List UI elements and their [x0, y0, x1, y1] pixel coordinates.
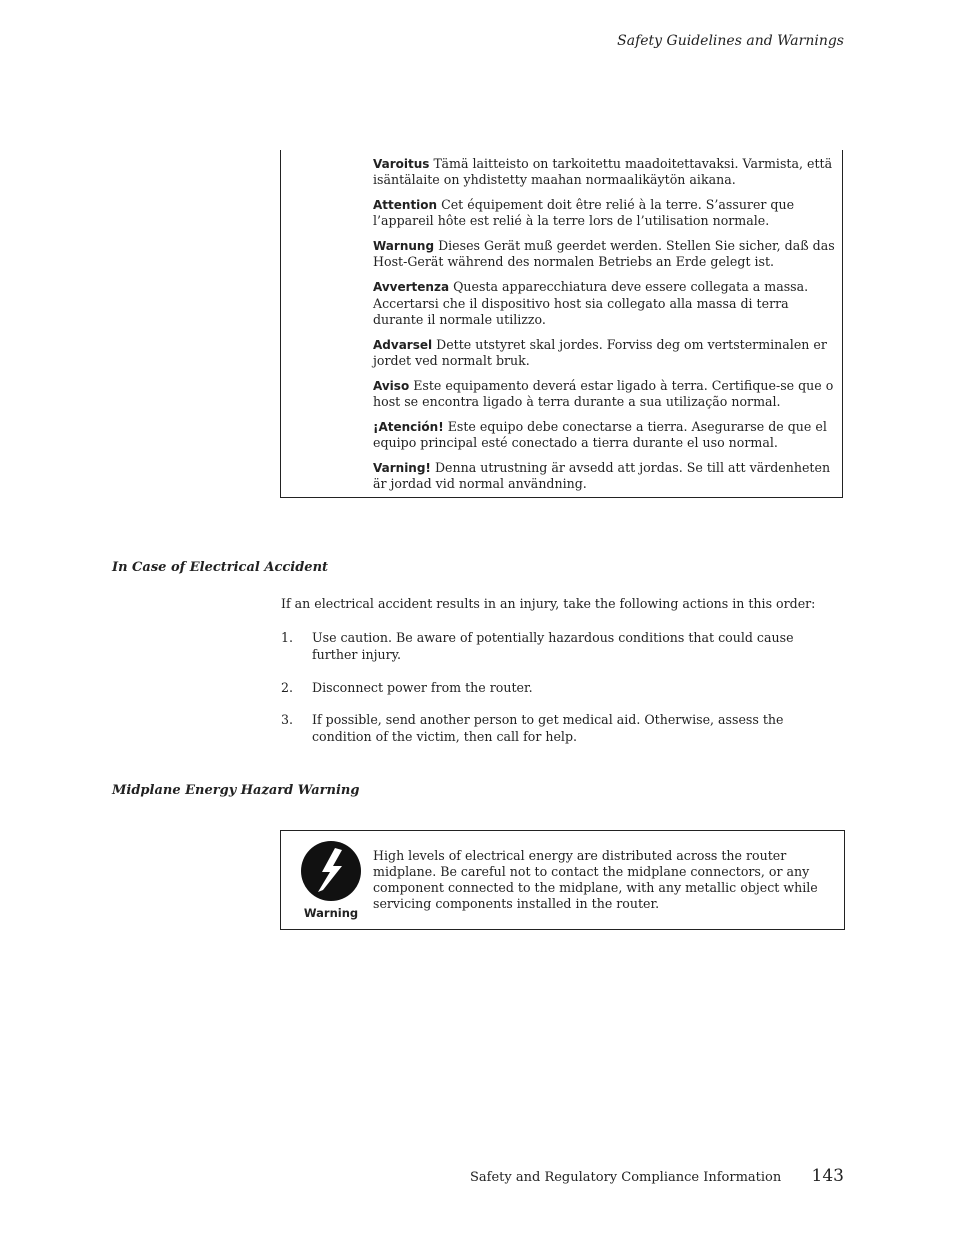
- section-heading-midplane: Midplane Energy Hazard Warning: [112, 783, 360, 798]
- warning-keyword: Aviso: [373, 378, 410, 393]
- warning-keyword: ¡Atención!: [373, 419, 444, 434]
- warning-entry-finnish: [373, 156, 839, 189]
- warning-keyword: Advarsel: [373, 337, 433, 352]
- warning-entry-german: [373, 238, 839, 271]
- warning-text: Cet équipement doit être relié à la terre. S’assurer que l’appareil hôte est relié à la terre lors de l’utilisation normale.: [373, 197, 795, 229]
- warning-entry-portuguese: [373, 378, 839, 411]
- warning-keyword: Avvertenza: [373, 280, 450, 295]
- midplane-warning-text: High levels of electrical energy are distributed across the router midplane. Be careful not to contact the midplane connectors, or any component connected to the midplane, with any metallic object while servicing components installed in the router.: [373, 848, 818, 911]
- warning-keyword: Varning!: [373, 460, 431, 475]
- warning-entry-french: [373, 197, 839, 230]
- warning-text: Questa apparecchiatura deve essere collegata a massa. Accertarsi che il dispositivo host sia collegato alla massa di terra durante il normale utilizzo.: [373, 279, 809, 327]
- warning-entry-italian: [373, 279, 839, 328]
- electrical-hazard-icon: [300, 840, 362, 902]
- running-head: Safety Guidelines and Warnings: [617, 33, 844, 49]
- warning-keyword: Varoitus: [373, 157, 430, 171]
- warning-text: Tämä laitteisto on tarkoitettu maadoitettavaksi. Varmista, että isäntälaite on yhdistetty maahan normaalikäytön aikana.: [373, 156, 833, 188]
- warning-text: Dette utstyret skal jordes. Forviss deg om vertsterminalen er jordet ved normalt bruk.: [373, 336, 827, 368]
- grounding-warning-list: [373, 156, 839, 501]
- step-item-2: [281, 679, 841, 696]
- step-item-3: [281, 711, 841, 745]
- warning-entry-spanish: [373, 419, 839, 452]
- warning-label: Warning: [303, 906, 359, 920]
- warning-keyword: Warnung: [373, 239, 435, 254]
- warning-text: Denna utrustning är avsedd att jordas. Se till att värdenheten är jordad vid normal användning.: [373, 459, 831, 492]
- footer-title: Safety and Regulatory Compliance Information: [470, 1170, 782, 1185]
- warning-text: Este equipo debe conectarse a tierra. Asegurarse de que el equipo principal esté conectado a tierra durante el uso normal.: [373, 418, 827, 451]
- step-number: 2.: [281, 680, 294, 695]
- step-number: 3.: [281, 712, 294, 727]
- step-text: Disconnect power from the router.: [312, 680, 533, 695]
- step-text: Use caution. Be aware of potentially hazardous conditions that could cause further injury.: [312, 630, 794, 662]
- page-number: 143: [811, 1166, 844, 1186]
- warning-entry-norwegian: [373, 337, 839, 370]
- step-text: If possible, send another person to get medical aid. Otherwise, assess the condition of the victim, then call for help.: [312, 712, 784, 744]
- step-number: 1.: [281, 630, 294, 645]
- step-item-1: [281, 629, 841, 663]
- midplane-warning-box: [280, 830, 845, 930]
- electrical-accident-intro: If an electrical accident results in an injury, take the following actions in this order:: [281, 596, 816, 611]
- warning-keyword: Attention: [373, 198, 438, 213]
- warning-text: Dieses Gerät muß geerdet werden. Stellen Sie sicher, daß das Host-Gerät während des normalen Betriebs an Erde gelegt ist.: [373, 238, 835, 270]
- warning-entry-swedish: [373, 460, 839, 493]
- section-heading-electrical-accident: In Case of Electrical Accident: [112, 560, 329, 575]
- warning-text: Este equipamento deverá estar ligado à terra. Certifique-se que o host se encontra ligado à terra durante a sua utilização normal.: [373, 377, 834, 410]
